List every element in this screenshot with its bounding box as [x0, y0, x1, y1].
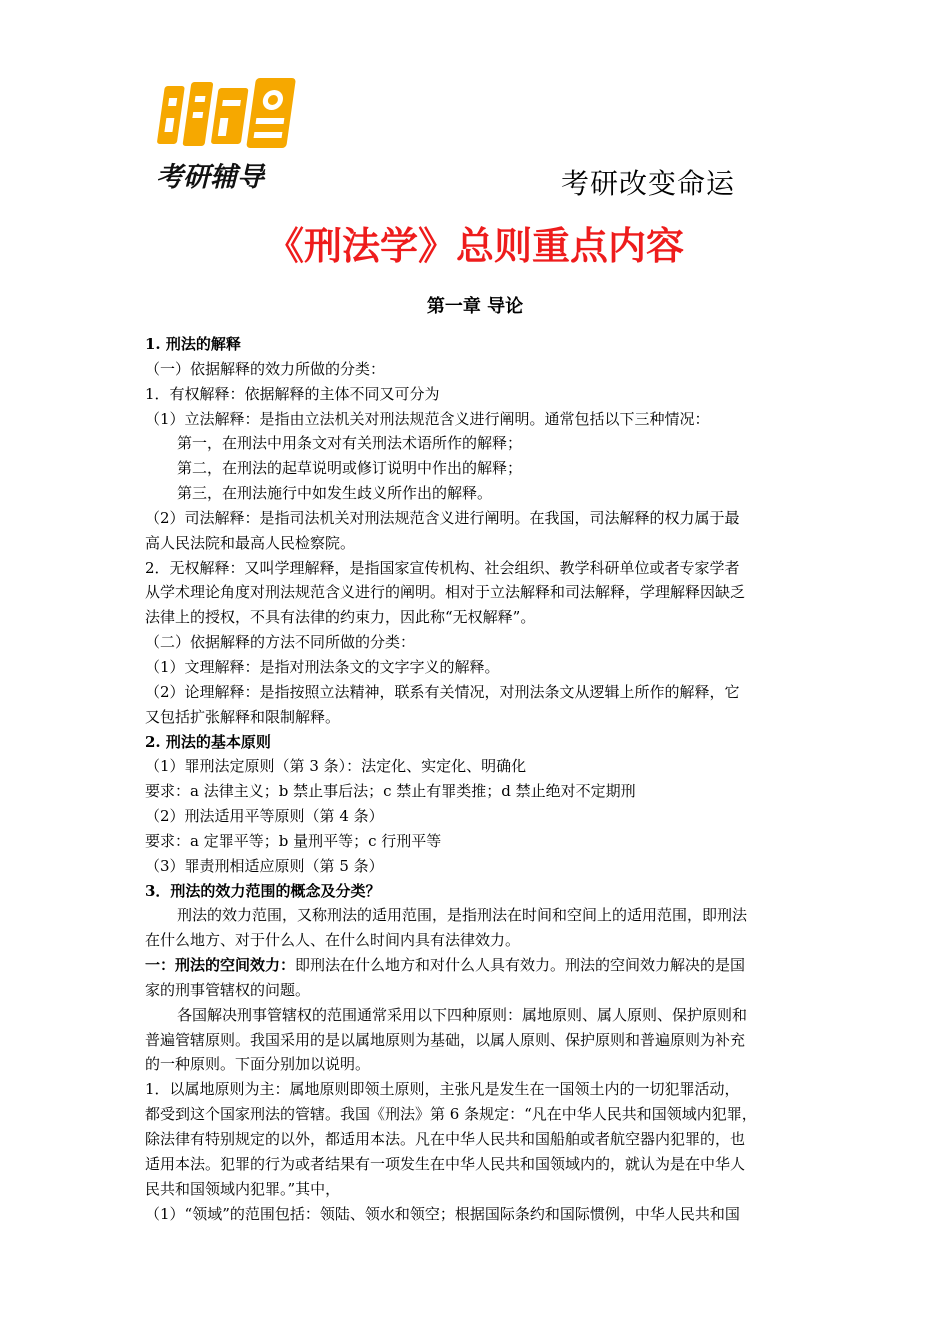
kaicheng-logo [150, 78, 300, 196]
logo-brand-mark [156, 78, 296, 148]
body-line: （3）罪责刑相适应原则（第 5 条） [145, 856, 384, 875]
body-line: （2）司法解释：是指司法机关对刑法规范含义进行阐明。在我国，司法解释的权力属于最 [145, 508, 740, 527]
body-line: 刑法的效力范围，又称刑法的适用范围，是指刑法在时间和空间上的适用范围，即刑法 [177, 906, 748, 925]
body-line: （一）依据解释的效力所做的分类： [145, 359, 386, 378]
body-line: 第三，在刑法施行中如发生歧义所作出的解释。 [177, 484, 493, 503]
document-body [145, 332, 810, 1226]
body-line: （1）文理解释：是指对刑法条文的文字字义的解释。 [145, 657, 500, 676]
inline-heading: 一：刑法的空间效力： [145, 956, 296, 975]
body-line: 适用本法。犯罪的行为或者结果有一项发生在中华人民共和国领域内的，就认为是在中华人 [145, 1154, 746, 1173]
body-line: （1）罪刑法定原则（第 3 条）：法定化、实定化、明确化 [145, 757, 527, 776]
body-line: 要求：a 定罪平等；b 量刑平等；c 行刑平等 [145, 831, 442, 850]
body-line: 1．以属地原则为主：属地原则即领土原则，主张凡是发生在一国领土内的一切犯罪活动， [145, 1080, 740, 1099]
body-line: 民共和国领域内犯罪。”其中， [145, 1179, 341, 1198]
body-line: （1）“领域”的范围包括：领陆、领水和领空；根据国际条约和国际惯例，中华人民共和国 [145, 1204, 740, 1223]
body-line: 除法律有特别规定的以外，都适用本法。凡在中华人民共和国船舶或者航空器内犯罪的，也 [145, 1130, 746, 1148]
body-line: 各国解决刑事管辖权的范围通常采用以下四种原则：属地原则、属人原则、保护原则和 [177, 1005, 748, 1024]
logo-subtitle: 考研辅导 [156, 162, 264, 193]
body-line: 要求：a 法律主义；b 禁止事后法；c 禁止有罪类推；d 禁止绝对不定期刑 [145, 782, 636, 801]
chapter-heading: 第一章 导论 [426, 296, 524, 317]
body-line: 第一，在刑法中用条文对有关刑法术语所作的解释； [177, 434, 523, 453]
body-line: 高人民法院和最高人民检察院。 [145, 533, 356, 552]
body-line: 在什么地方、对于什么人、在什么时间内具有法律效力。 [145, 931, 521, 950]
body-line: （1）立法解释：是指由立法机关对刑法规范含义进行阐明。通常包括以下三种情况： [145, 409, 710, 428]
body-line: 从学术理论角度对刑法规范含义进行的阐明。相对于立法解释和司法解释，学理解释因缺乏 [145, 583, 746, 602]
body-line: （2）刑法适用平等原则（第 4 条） [145, 807, 384, 826]
body-line: （2）论理解释：是指按照立法精神，联系有关情况，对刑法条文从逻辑上所作的解释，它 [145, 682, 740, 701]
body-line: 家的刑事管辖权的问题。 [145, 980, 311, 999]
body-line: 1. 刑法的解释 [145, 335, 241, 353]
body-line: 的一种原则。下面分别加以说明。 [145, 1055, 371, 1074]
body-line: 3．刑法的效力范围的概念及分类？ [145, 881, 381, 900]
slogan: 考研改变命运 [561, 167, 736, 200]
body-line: 又包括扩张解释和限制解释。 [145, 707, 341, 726]
line-text: 即刑法在什么地方和对什么人具有效力。刑法的空间效力解决的是国 [295, 956, 746, 975]
document-title: 《刑法学》总则重点内容 [265, 224, 684, 268]
body-line: 普遍管辖原则。我国采用的是以属地原则为基础，以属人原则、保护原则和普遍原则为补充 [145, 1030, 746, 1049]
body-line: 2. 刑法的基本原则 [145, 732, 271, 751]
body-line: 1．有权解释：依据解释的主体不同又可分为 [145, 384, 440, 403]
body-line: 2．无权解释：又叫学理解释，是指国家宣传机构、社会组织、教学科研单位或者专家学者 [145, 558, 740, 577]
body-line: 都受到这个国家刑法的管辖。我国《刑法》第 6 条规定：“凡在中华人民共和国领域内犯罪， [145, 1105, 757, 1124]
body-line: 第二，在刑法的起草说明或修订说明中作出的解释； [177, 459, 523, 478]
body-line [145, 953, 810, 978]
body-line: （二）依据解释的方法不同所做的分类： [145, 633, 416, 652]
body-line: 法律上的授权，不具有法律的约束力，因此称“无权解释”。 [145, 608, 536, 627]
